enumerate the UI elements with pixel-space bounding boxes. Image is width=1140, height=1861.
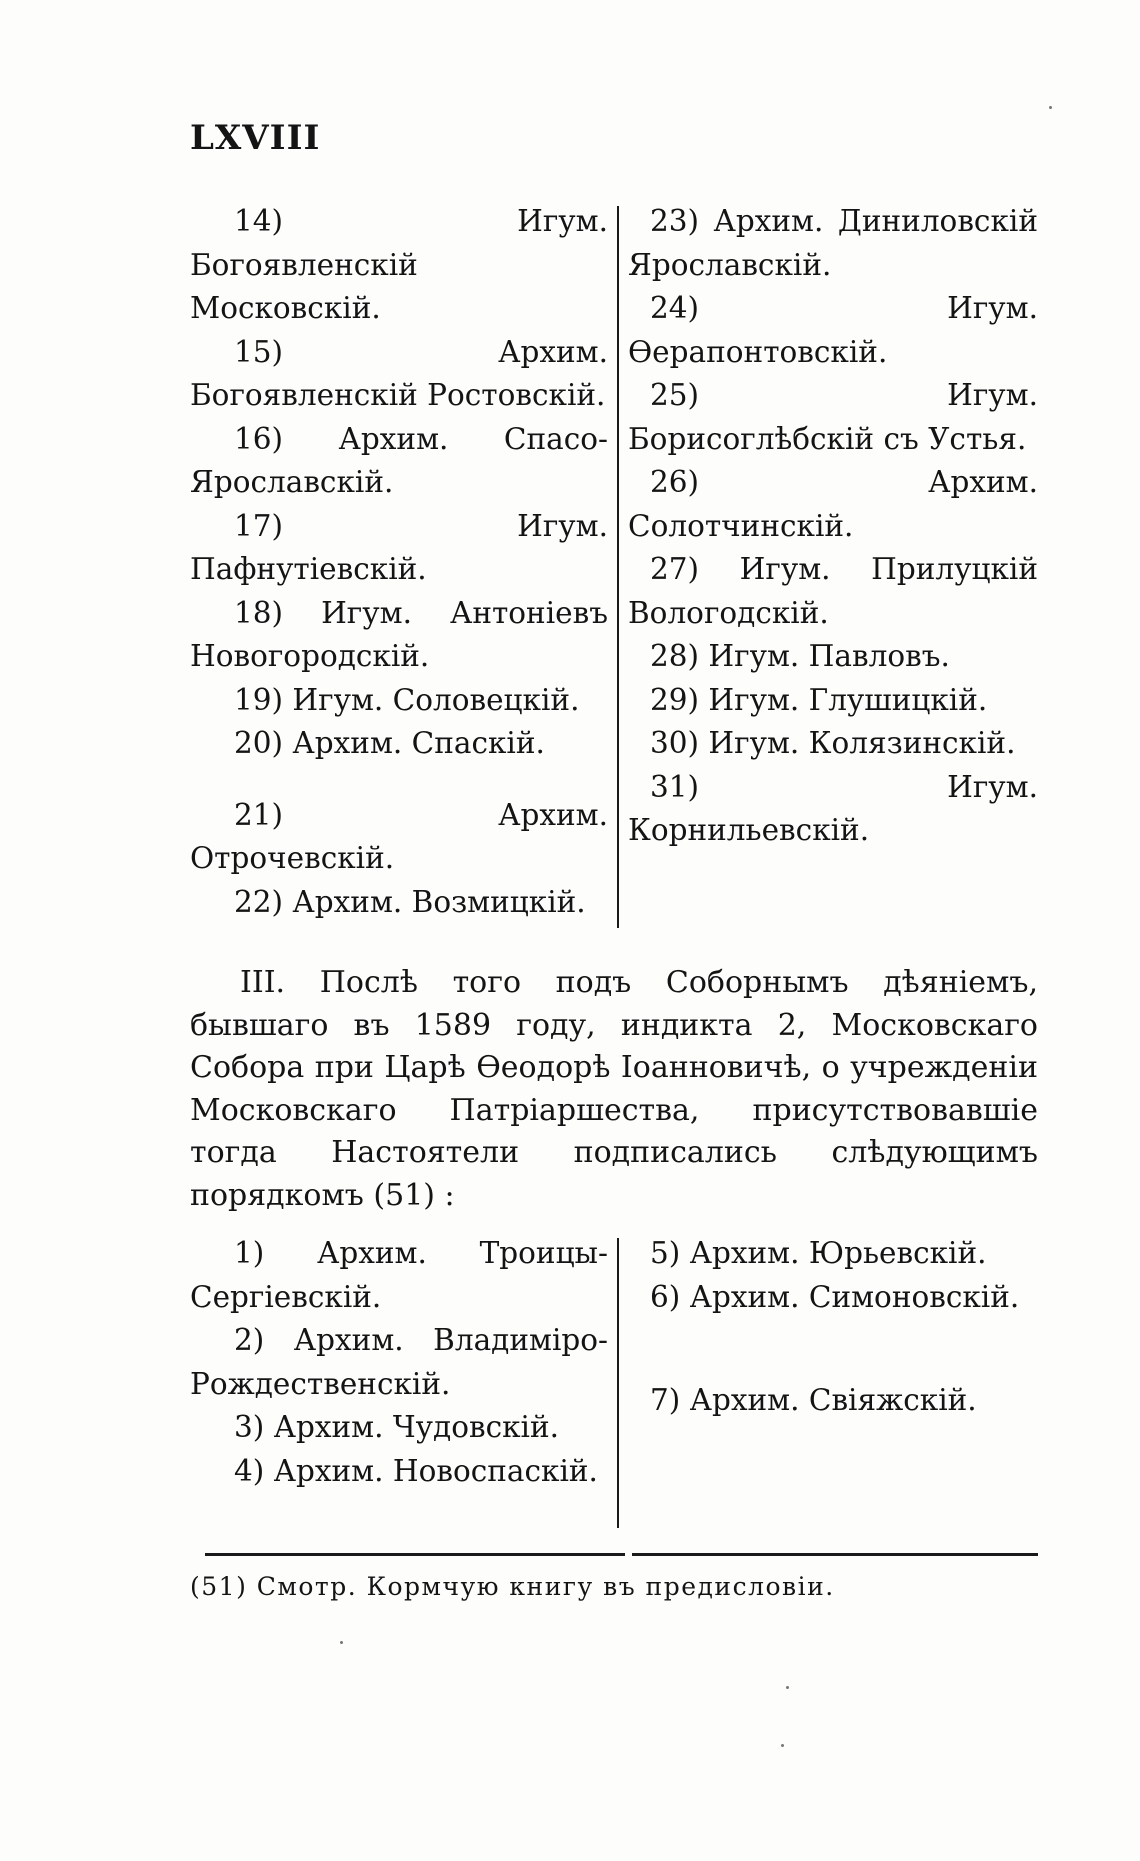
- list-entry: 17) Игум. Пафнутіевскій.: [190, 508, 608, 586]
- list-entry: 29) Игум. Глушицкій.: [650, 682, 988, 717]
- scan-speck: [1049, 106, 1052, 109]
- footnote: (51) Смотр. Кормчую книгу въ предисловіи.: [190, 1572, 835, 1601]
- scan-speck: [781, 1744, 784, 1747]
- column-divider: [617, 206, 619, 928]
- upper-list: [190, 200, 1038, 940]
- list-entry: 28) Игум. Павловъ.: [650, 639, 950, 673]
- list-entry: 18) Игум. Антоніевъ Новогородскій.: [190, 595, 608, 673]
- list-entry: 21) Архим. Отрочевскій.: [190, 797, 608, 875]
- list-entry: 26) Архим. Солотчинскій.: [628, 465, 1038, 543]
- body-paragraph: III. Послѣ того подъ Соборнымъ дѣяніемъ, бывшаго въ 1589 году, индикта 2, Московскаго Собора при Царѣ Ѳеодорѣ Іоанновичѣ, о учрежденіи Московскаго Патріаршества, присутствовавшіе тогда Настоятели подписались слѣдующимъ порядкомъ (51) :: [190, 965, 1038, 1213]
- list-entry: 15) Архим. Богоявленскій Ростовскій.: [190, 334, 608, 412]
- list-entry: 7) Архим. Свіяжскій.: [650, 1383, 977, 1417]
- list-entry: 4) Архим. Новоспаскій.: [234, 1453, 598, 1488]
- list-entry: 6) Архим. Симоновскій.: [650, 1279, 1020, 1314]
- scan-speck: [340, 1641, 343, 1644]
- list-entry: 24) Игум. Ѳерапонтовскій.: [628, 291, 1038, 369]
- list-entry: 1) Архим. Троицы-Сергіевскій.: [190, 1236, 608, 1314]
- scan-speck: [786, 1686, 789, 1689]
- lower-list-left-column: [190, 1232, 608, 1493]
- list-entry: 2) Архим. Владиміро-Рождественскій.: [190, 1323, 608, 1401]
- list-entry: 16) Архим. Спасо-Ярославскій.: [190, 421, 608, 499]
- upper-list-right-column: [628, 200, 1038, 853]
- list-entry: 20) Архим. Спаскій.: [234, 726, 545, 760]
- page-number: LXVIII: [190, 118, 321, 158]
- list-entry: 31) Игум. Корнильевскій.: [628, 769, 1038, 847]
- list-entry: 5) Архим. Юрьевскій.: [650, 1236, 987, 1270]
- lower-list: [190, 1232, 1038, 1532]
- list-entry: 30) Игум. Колязинскій.: [650, 726, 1016, 760]
- list-entry: 3) Архим. Чудовскій.: [234, 1410, 560, 1444]
- upper-list-left-column: [190, 200, 608, 924]
- list-entry: 23) Архим. Диниловскій Ярославскій.: [628, 204, 1038, 282]
- list-entry: 22) Архим. Возмицкій.: [234, 884, 586, 919]
- list-entry: 25) Игум. Борисоглѣбскій съ Устья.: [628, 378, 1038, 456]
- list-entry: 27) Игум. Прилуцкій Вологодскій.: [628, 552, 1038, 630]
- column-divider: [617, 1238, 619, 1528]
- list-entry: 14) Игум. Богоявленскій Московскій.: [190, 204, 608, 325]
- list-entry: 19) Игум. Соловецкій.: [234, 682, 580, 717]
- lower-list-right-column: [628, 1232, 1038, 1423]
- footnote-rule-left: [205, 1553, 625, 1556]
- footnote-rule-right: [632, 1553, 1038, 1556]
